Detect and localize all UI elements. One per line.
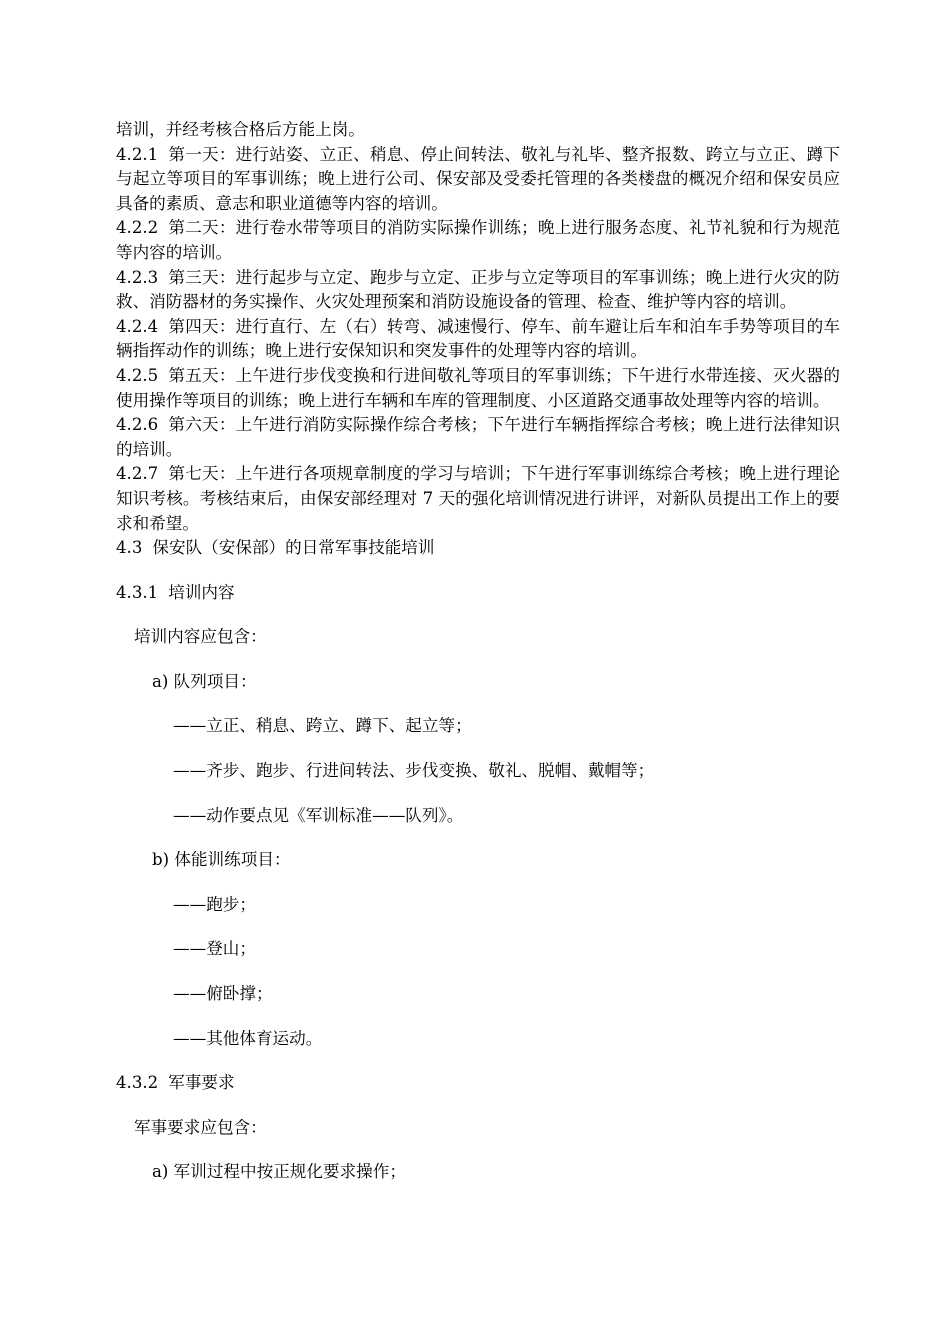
section-title: 军事要求 [168,1073,235,1093]
list-item: ——齐步、跑步、行进间转法、步伐变换、敬礼、脱帽、戴帽等； [173,761,655,781]
paragraph-text: 第七天：上午进行各项规章制度的学习与培训；下午进行军事训练综合考核；晚上进行理论知识考核。考核结束后，由保安部经理对 7 天的强化培训情况进行讲评，对新队员提出工作上的要求和希望。 [116,464,840,533]
list-item: ——登山； [173,939,256,959]
paragraph-4-2-6 [116,413,840,462]
list-item-a: a) 军训过程中按正规化要求操作； [152,1162,406,1182]
clause-number: 4.2.7 [116,464,159,484]
paragraph-text: 第二天：进行卷水带等项目的消防实际操作训练；晚上进行服务态度、礼节礼貌和行为规范等内容的培训。 [116,218,840,262]
paragraph-4-2-4 [116,315,840,364]
paragraph-text: 第一天：进行站姿、立正、稍息、停止间转法、敬礼与礼毕、整齐报数、跨立与立正、蹲下与起立等项目的军事训练；晚上进行公司、保安部及受委托管理的各类楼盘的概况介绍和保安员应具备的素质、意志和职业道德等内容的培训。 [116,144,840,213]
paragraph-text: 第五天：上午进行步伐变换和行进间敬礼等项目的军事训练；下午进行水带连接、灭火器的使用操作等项目的训练；晚上进行车辆和车库的管理制度、小区道路交通事故处理等内容的培训。 [116,365,840,410]
section-intro: 培训内容应包含： [134,627,267,647]
section-number: 4.3.2 [116,1073,159,1093]
paragraph-4-2-2 [116,216,840,265]
list-label-a: a) 队列项目： [152,671,257,691]
list-item: ——立正、稍息、跨立、蹲下、起立等； [173,716,472,736]
paragraph-text: 第六天：上午进行消防实际操作综合考核；下午进行车辆指挥综合考核；晚上进行法律知识的培训。 [116,415,840,459]
list-item: ——其他体育运动。 [173,1028,323,1048]
list-item: ——跑步； [173,894,256,914]
paragraph-text: 第四天：进行直行、左（右）转弯、减速慢行、停车、前车避让后车和泊车手势等项目的车辆指挥动作的训练；晚上进行安保知识和突发事件的处理等内容的培训。 [116,316,840,361]
document-page [116,118,840,1185]
paragraph-4-2-1 [116,143,840,217]
clause-number: 4.2.6 [116,415,159,435]
paragraph-4-2-7 [116,462,840,536]
clause-number: 4.2.1 [116,144,159,164]
list-item: ——动作要点见《军训标准——队列》。 [173,805,464,825]
paragraph-continuation [116,118,840,143]
section-heading-4-3-1 [116,581,840,606]
clause-number: 4.2.3 [116,267,159,287]
section-title: 保安队（安保部）的日常军事技能培训 [152,538,435,558]
paragraph-text: 第三天：进行起步与立定、跑步与立定、正步与立定等项目的军事训练；晚上进行火灾的防救、消防器材的务实操作、火灾处理预案和消防设施设备的管理、检查、维护等内容的培训。 [116,267,840,312]
section-number: 4.3.1 [116,582,159,602]
paragraph-4-2-5 [116,364,840,413]
paragraph-text: 培训，并经考核合格后方能上岗。 [116,120,365,139]
list-label-b: b) 体能训练项目： [152,850,291,870]
clause-number: 4.2.4 [116,316,159,336]
list-item: ——俯卧撑； [173,984,273,1004]
section-intro: 军事要求应包含： [134,1117,267,1137]
clause-number: 4.2.2 [116,218,159,238]
clause-number: 4.2.5 [116,365,159,385]
paragraph-4-2-3 [116,266,840,315]
section-number: 4.3 [116,538,143,558]
section-heading-4-3 [116,536,840,561]
section-heading-4-3-2 [116,1071,840,1096]
section-title: 培训内容 [168,582,235,602]
